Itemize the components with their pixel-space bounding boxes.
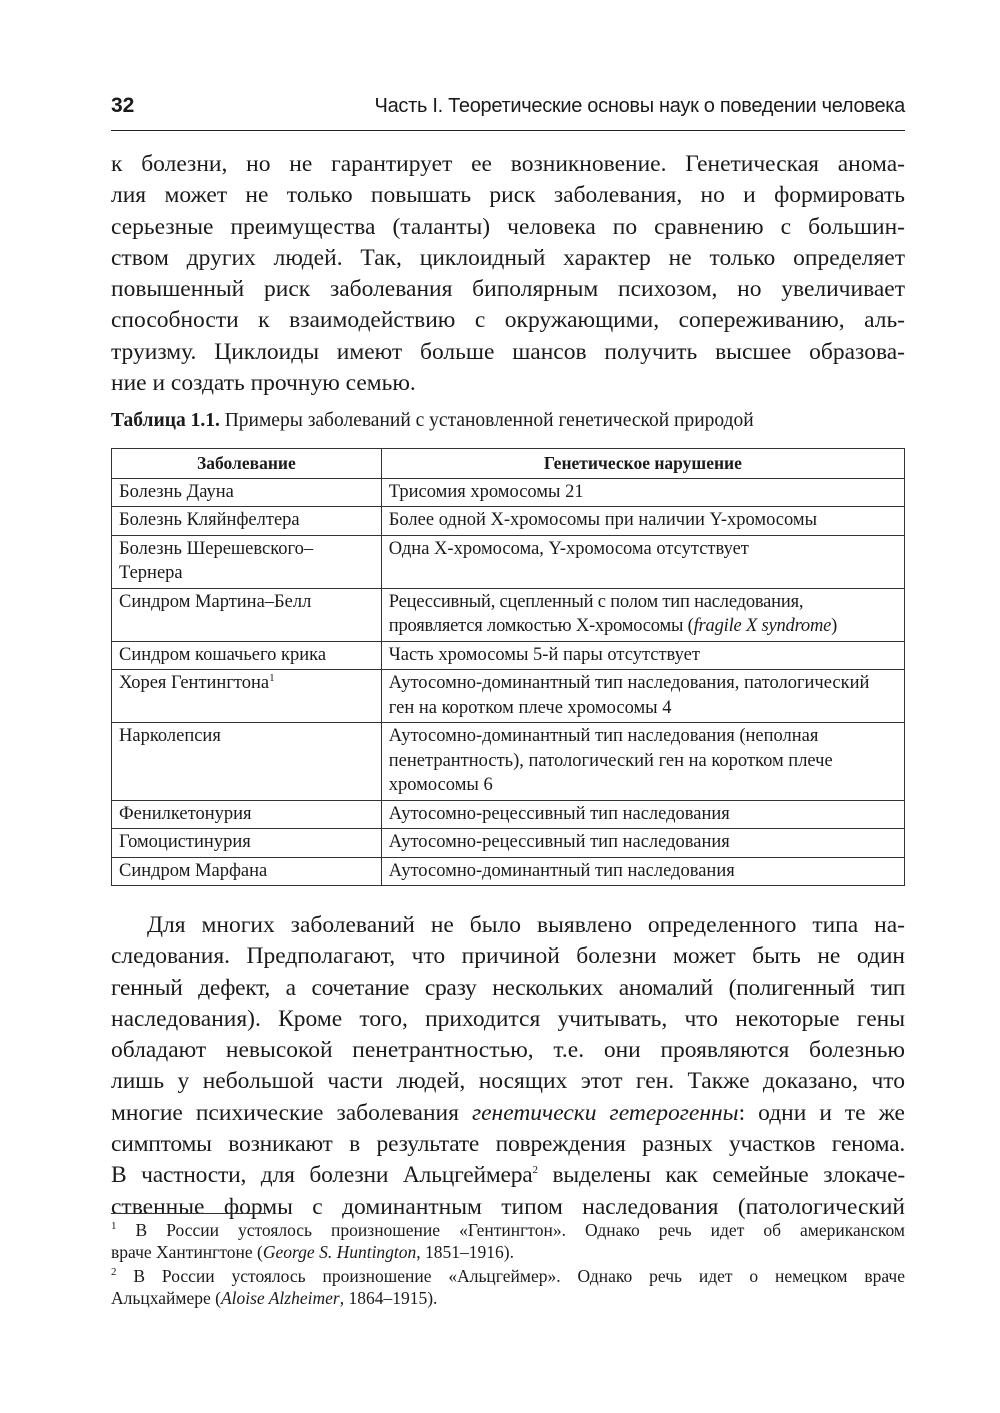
- table-row: [112, 800, 905, 829]
- text-line: симптомы возникают в результате повреждения разных участков генома.: [111, 1131, 905, 1158]
- running-head: Часть I. Теоретические основы наук о поведении человека: [374, 95, 905, 117]
- footnote-line: [111, 1265, 905, 1287]
- disorder-cell: Аутосомно-доминантный тип наследования: [381, 857, 904, 886]
- table-row: [112, 641, 905, 670]
- text-line: Для многих заболеваний не было выявлено определенного типа на-: [147, 912, 905, 938]
- emphasis-text: генетически гетерогенны: [471, 1099, 739, 1126]
- paragraph-2: [111, 910, 905, 1223]
- disorder-cell: Более одной X-хромосомы при наличии Y-хромосомы: [381, 507, 904, 536]
- table-caption-label: Таблица 1.1.: [111, 410, 220, 431]
- text-line: способности к взаимодействию с окружающими, сопереживанию, аль-: [111, 307, 905, 334]
- text-line: [111, 1098, 905, 1129]
- footnote-mark: 2: [111, 1266, 117, 1279]
- text-line: генный дефект, а сочетание сразу нескольких аномалий (полигенный тип: [111, 974, 905, 1001]
- column-header-disease: Заболевание: [112, 449, 382, 479]
- disorder-text-tail: ): [831, 616, 838, 636]
- text-line: лишь у небольшой части людей, носящих этот ген. Также доказано, что: [111, 1068, 905, 1095]
- table-caption: [111, 410, 905, 432]
- disease-cell: Гомоцистинурия: [112, 829, 382, 858]
- table-row: [112, 829, 905, 858]
- disease-text: Хорея Гентингтона: [119, 673, 270, 693]
- footnote-line: [111, 1287, 905, 1309]
- disorder-cell: Аутосомно-рецессивный тип наследования: [381, 800, 904, 829]
- footnote-divider: [111, 1213, 266, 1214]
- footnote-text: В России устоялось произношение «Альцгеймер». Однако речь идет о немецком враче: [116, 1266, 905, 1286]
- disorder-cell: Аутосомно-доминантный тип наследования, патологический ген на коротком плече хромосомы 4: [381, 670, 904, 723]
- text-line: наследования). Кроме того, приходится учитывать, что некоторые гены: [111, 1005, 905, 1032]
- column-header-disorder: Генетическое нарушение: [381, 449, 904, 479]
- disease-cell: Синдром Мартина–Белл: [112, 588, 382, 641]
- footnote-text: В России устоялось произношение «Гентингтон». Однако речь идет об американском: [116, 1220, 905, 1240]
- text-line: ние и создать прочную семью.: [111, 370, 416, 397]
- disease-cell: Синдром Марфана: [112, 857, 382, 886]
- text-line: к болезни, но не гарантирует ее возникновение. Генетическая анома-: [111, 151, 905, 177]
- footnote-2: [111, 1265, 905, 1309]
- genetic-disorders-table: [111, 448, 905, 886]
- footnote-name: Aloise Alzheimer: [220, 1288, 340, 1308]
- footnote-line: [111, 1219, 905, 1241]
- footnote-ref: 1: [269, 671, 275, 684]
- disorder-cell: Одна X-хромосома, Y-хромосома отсутствует: [381, 535, 904, 588]
- disorder-cell: Аутосомно-рецессивный тип наследования: [381, 829, 904, 858]
- text-line: повышенный риск заболевания биполярным психозом, но увеличивает: [111, 276, 905, 303]
- table-row: [112, 723, 905, 801]
- text-line: обладают невысокой пенетрантностью, т.е. они проявляются болезнью: [111, 1037, 905, 1064]
- paragraph-1: [111, 149, 905, 399]
- text-line: ством других людей. Так, циклоидный характер не только определяет: [111, 244, 905, 271]
- disease-cell: [112, 670, 382, 723]
- text-line: труизму. Циклоиды имеют больше шансов получить высшее образова-: [111, 338, 905, 365]
- text-line: серьезные преимущества (таланты) человека по сравнению с большин-: [111, 213, 905, 240]
- table-row: [112, 535, 905, 588]
- text-line: ственные формы с доминантным типом наследования (патологический: [111, 1193, 905, 1220]
- footnote-line: [111, 1241, 905, 1263]
- text-line: лия может не только повышать риск заболевания, но и формировать: [111, 182, 905, 209]
- text-line: следования. Предполагают, что причиной болезни может быть не один: [111, 943, 905, 970]
- text-segment: : одни и те же: [738, 1099, 905, 1126]
- table-row: [112, 588, 905, 641]
- table-row: [112, 478, 905, 507]
- table-row: [112, 857, 905, 886]
- text-line: [111, 1160, 905, 1191]
- disease-cell: Синдром кошачьего крика: [112, 641, 382, 670]
- disease-cell: Фенилкетонурия: [112, 800, 382, 829]
- footnote-ref: 2: [532, 1164, 538, 1177]
- table-row: [112, 670, 905, 723]
- disease-cell: Болезнь Кляйнфелтера: [112, 507, 382, 536]
- text-segment: многие психические заболевания: [111, 1099, 472, 1126]
- footnote-mark: 1: [111, 1220, 117, 1233]
- disorder-text: Рецессивный, сцепленный с полом тип наследования, проявляется ломкостью X-хромосомы (: [388, 591, 804, 636]
- table-caption-text: Примеры заболеваний с установленной генетической природой: [224, 410, 754, 431]
- footnote-name: George S. Huntington: [262, 1242, 417, 1262]
- table-row: [112, 507, 905, 536]
- footnote-1: [111, 1219, 905, 1263]
- footnote-text: Альцхаймере (: [111, 1288, 221, 1308]
- text-segment: В частности, для болезни Альцгеймера: [111, 1162, 533, 1189]
- disorder-italic-text: fragile X syndrome: [693, 616, 832, 636]
- table-header-row: [112, 449, 905, 479]
- disorder-cell: Аутосомно-доминантный тип наследования (неполная пенетрантность), патологический ген на коротком плече хромосомы 6: [381, 723, 904, 801]
- text-segment: выделены как семейные злокаче-: [537, 1162, 905, 1189]
- page-number: 32: [111, 94, 135, 117]
- footnote-text: враче Хантингтоне (: [111, 1242, 263, 1262]
- disease-cell: Нарколепсия: [112, 723, 382, 801]
- disorder-cell: [381, 588, 904, 641]
- disease-cell: Болезнь Шерешевского–Тернера: [112, 535, 382, 588]
- footnote-text: , 1851–1916).: [416, 1242, 514, 1262]
- disorder-cell: Часть хромосомы 5-й пары отсутствует: [381, 641, 904, 670]
- footnote-text: , 1864–1915).: [339, 1288, 438, 1308]
- disease-cell: Болезнь Дауна: [112, 478, 382, 507]
- disorder-cell: Трисомия хромосомы 21: [381, 478, 904, 507]
- page-header: [111, 94, 905, 131]
